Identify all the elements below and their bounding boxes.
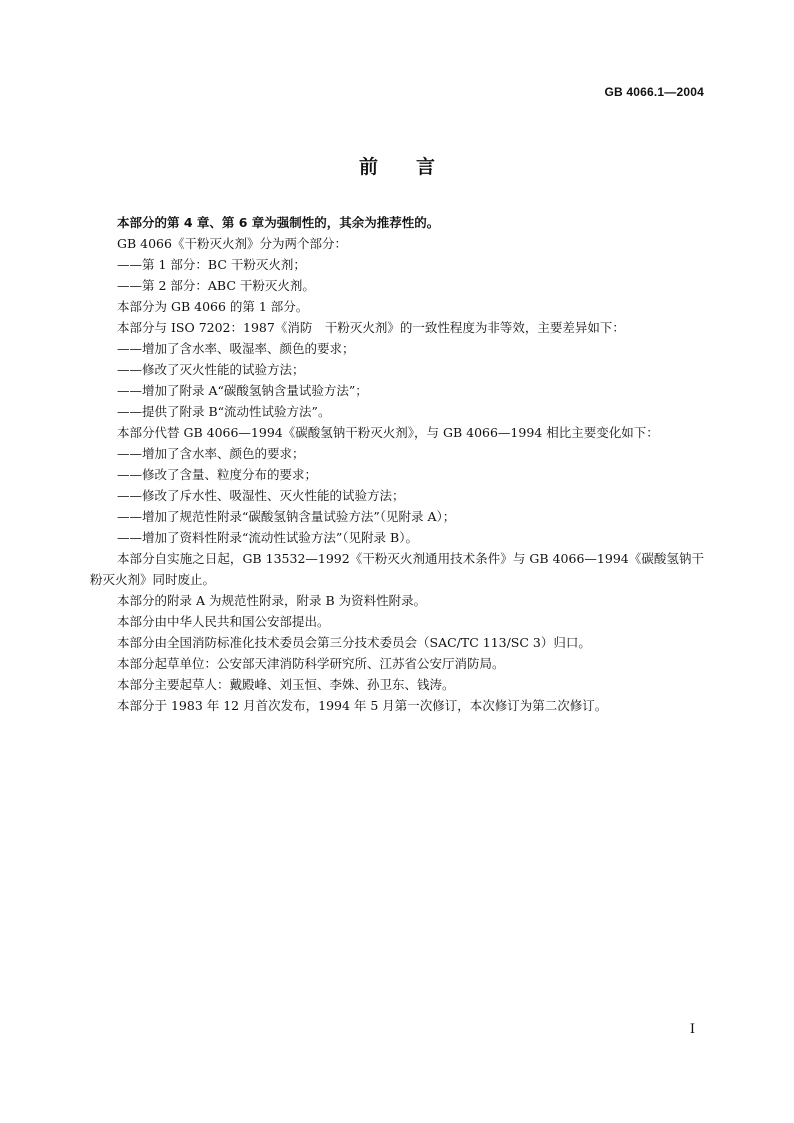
paragraph-drafters: 本部分主要起草人：戴殿峰、刘玉恒、李姝、孙卫东、钱涛。 — [117, 677, 455, 692]
paragraph-abolished: 本部分自实施之日起，GB 13532—1992《干粉灭火剂通用技术条件》与 GB 4066—1994《碳酸氢钠干粉灭火剂》同时废止。 — [90, 551, 704, 587]
paragraph-committee: 本部分由全国消防标准化技术委员会第三分技术委员会（SAC/TC 113/SC 3）归口。 — [117, 635, 591, 650]
list-item: ——修改了斥水性、吸湿性、灭火性能的试验方法； — [117, 488, 405, 503]
standard-code: GB 4066.1—2004 — [604, 85, 704, 99]
list-item: ——修改了灭火性能的试验方法； — [117, 362, 305, 377]
paragraph-part-statement: 本部分为 GB 4066 的第 1 部分。 — [117, 299, 309, 314]
page-title: 前言 — [358, 156, 473, 178]
paragraph-parts-intro: GB 4066《干粉灭火剂》分为两个部分： — [117, 236, 347, 251]
list-item: ——增加了规范性附录“碳酸氢钠含量试验方法”（见附录 A）； — [117, 509, 456, 524]
list-item: ——增加了附录 A“碳酸氢钠含量试验方法”； — [117, 383, 368, 398]
list-item: ——增加了含水率、吸湿率、颜色的要求； — [117, 341, 355, 356]
paragraph-iso-consistency: 本部分与 ISO 7202：1987《消防 干粉灭火剂》的一致性程度为非等效，主要差异如下： — [117, 320, 625, 335]
paragraph-history: 本部分于 1983 年 12 月首次发布，1994 年 5 月第一次修订，本次修订为第二次修订。 — [117, 698, 608, 713]
list-item: ——提供了附录 B“流动性试验方法”。 — [117, 404, 331, 419]
paragraph-replaces: 本部分代替 GB 4066—1994《碳酸氢钠干粉灭火剂》，与 GB 4066—1994 相比主要变化如下： — [117, 425, 659, 440]
list-item: ——第 1 部分：BC 干粉灭火剂； — [117, 257, 306, 272]
list-item: ——第 2 部分：ABC 干粉灭火剂。 — [117, 278, 315, 293]
list-item: ——修改了含量、粒度分布的要求； — [117, 467, 318, 482]
list-item: ——增加了含水率、颜色的要求； — [117, 446, 305, 461]
page-number: I — [689, 1022, 695, 1037]
list-item: ——增加了资料性附录“流动性试验方法”（见附录 B）。 — [117, 530, 418, 545]
paragraph-drafting-units: 本部分起草单位：公安部天津消防科学研究所、江苏省公安厅消防局。 — [117, 656, 505, 671]
paragraph-annexes: 本部分的附录 A 为规范性附录，附录 B 为资料性附录。 — [117, 593, 427, 608]
paragraph-proposer: 本部分由中华人民共和国公安部提出。 — [117, 614, 330, 629]
paragraph-mandatory-clauses: 本部分的第 4 章、第 6 章为强制性的，其余为推荐性的。 — [117, 215, 440, 230]
foreword-body — [90, 212, 704, 716]
